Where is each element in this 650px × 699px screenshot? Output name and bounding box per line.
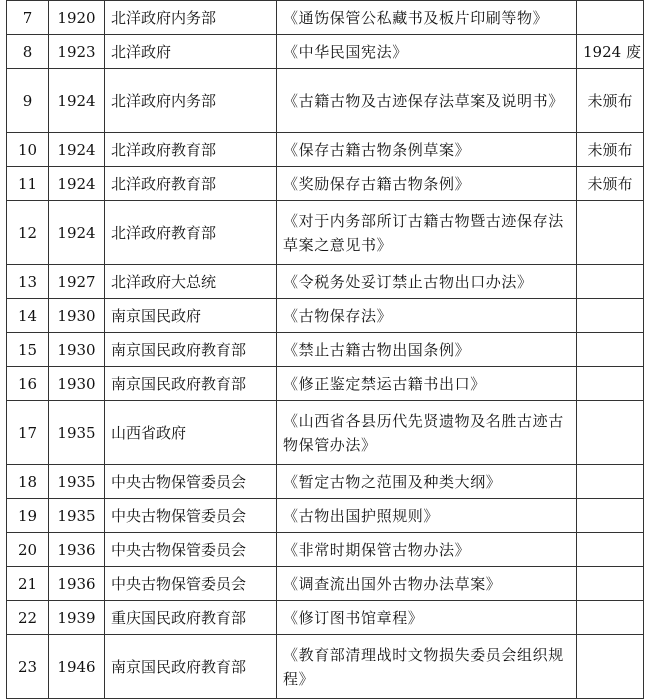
row-title: 《修正鉴定禁运古籍书出口》 [277, 367, 577, 401]
row-number: 16 [7, 367, 49, 401]
row-note [577, 401, 644, 465]
row-issuer: 北洋政府教育部 [105, 167, 277, 201]
table-row [7, 367, 644, 401]
row-title: 《古物出国护照规则》 [277, 499, 577, 533]
table-row [7, 167, 644, 201]
row-number: 10 [7, 133, 49, 167]
row-title: 《古籍古物及古迹保存法草案及说明书》 [277, 69, 577, 133]
row-number: 22 [7, 601, 49, 635]
table-row [7, 465, 644, 499]
row-issuer: 重庆国民政府教育部 [105, 601, 277, 635]
row-title: 《奖励保存古籍古物条例》 [277, 167, 577, 201]
table-row [7, 1, 644, 35]
row-year: 1946 [49, 635, 105, 699]
row-issuer: 北洋政府教育部 [105, 201, 277, 265]
table-row [7, 69, 644, 133]
row-note [577, 201, 644, 265]
row-number: 15 [7, 333, 49, 367]
row-note [577, 333, 644, 367]
row-note [577, 367, 644, 401]
row-number: 14 [7, 299, 49, 333]
row-year: 1924 [49, 201, 105, 265]
table-row [7, 567, 644, 601]
row-number: 8 [7, 35, 49, 69]
table-row [7, 299, 644, 333]
row-year: 1924 [49, 133, 105, 167]
row-title: 《山西省各县历代先贤遗物及名胜古迹古物保管办法》 [277, 401, 577, 465]
row-note [577, 299, 644, 333]
row-issuer: 北洋政府大总统 [105, 265, 277, 299]
row-year: 1924 [49, 167, 105, 201]
row-note: 未颁布 [577, 69, 644, 133]
table-row [7, 201, 644, 265]
row-title: 《对于内务部所订古籍古物暨古迹保存法草案之意见书》 [277, 201, 577, 265]
row-year: 1920 [49, 1, 105, 35]
table-row [7, 35, 644, 69]
row-note [577, 567, 644, 601]
row-title: 《中华民国宪法》 [277, 35, 577, 69]
row-issuer: 北洋政府教育部 [105, 133, 277, 167]
row-note [577, 465, 644, 499]
row-year: 1930 [49, 367, 105, 401]
table-row [7, 265, 644, 299]
row-title: 《保存古籍古物条例草案》 [277, 133, 577, 167]
table-row [7, 333, 644, 367]
row-issuer: 中央古物保管委员会 [105, 499, 277, 533]
row-note [577, 533, 644, 567]
row-year: 1936 [49, 533, 105, 567]
row-issuer: 南京国民政府教育部 [105, 367, 277, 401]
row-note [577, 265, 644, 299]
table-row [7, 635, 644, 699]
row-title: 《禁止古籍古物出国条例》 [277, 333, 577, 367]
table-row [7, 533, 644, 567]
row-number: 17 [7, 401, 49, 465]
row-note [577, 601, 644, 635]
table-row [7, 133, 644, 167]
row-issuer: 北洋政府内务部 [105, 1, 277, 35]
row-title: 《古物保存法》 [277, 299, 577, 333]
row-note: 未颁布 [577, 133, 644, 167]
row-issuer: 北洋政府 [105, 35, 277, 69]
row-year: 1935 [49, 465, 105, 499]
row-number: 7 [7, 1, 49, 35]
table-row [7, 499, 644, 533]
row-title: 《通饬保管公私藏书及板片印刷等物》 [277, 1, 577, 35]
row-number: 20 [7, 533, 49, 567]
row-issuer: 南京国民政府教育部 [105, 635, 277, 699]
row-year: 1923 [49, 35, 105, 69]
row-issuer: 中央古物保管委员会 [105, 567, 277, 601]
row-year: 1936 [49, 567, 105, 601]
row-title: 《暂定古物之范围及种类大纲》 [277, 465, 577, 499]
row-year: 1927 [49, 265, 105, 299]
row-note: 1924 废 [577, 35, 644, 69]
row-issuer: 中央古物保管委员会 [105, 533, 277, 567]
row-year: 1935 [49, 401, 105, 465]
row-issuer: 南京国民政府 [105, 299, 277, 333]
row-year: 1930 [49, 333, 105, 367]
row-title: 《调查流出国外古物办法草案》 [277, 567, 577, 601]
row-year: 1924 [49, 69, 105, 133]
row-number: 12 [7, 201, 49, 265]
row-number: 9 [7, 69, 49, 133]
row-number: 19 [7, 499, 49, 533]
row-title: 《令税务处妥订禁止古物出口办法》 [277, 265, 577, 299]
row-number: 18 [7, 465, 49, 499]
row-year: 1930 [49, 299, 105, 333]
row-issuer: 南京国民政府教育部 [105, 333, 277, 367]
regulations-table [6, 0, 644, 699]
table-row [7, 601, 644, 635]
row-year: 1935 [49, 499, 105, 533]
row-number: 11 [7, 167, 49, 201]
row-year: 1939 [49, 601, 105, 635]
row-issuer: 山西省政府 [105, 401, 277, 465]
row-number: 23 [7, 635, 49, 699]
row-note: 未颁布 [577, 167, 644, 201]
table-row [7, 401, 644, 465]
row-title: 《非常时期保管古物办法》 [277, 533, 577, 567]
row-title: 《修订图书馆章程》 [277, 601, 577, 635]
row-number: 13 [7, 265, 49, 299]
row-note [577, 635, 644, 699]
row-number: 21 [7, 567, 49, 601]
row-issuer: 中央古物保管委员会 [105, 465, 277, 499]
row-note [577, 499, 644, 533]
row-issuer: 北洋政府内务部 [105, 69, 277, 133]
row-note [577, 1, 644, 35]
row-title: 《教育部清理战时文物损失委员会组织规程》 [277, 635, 577, 699]
